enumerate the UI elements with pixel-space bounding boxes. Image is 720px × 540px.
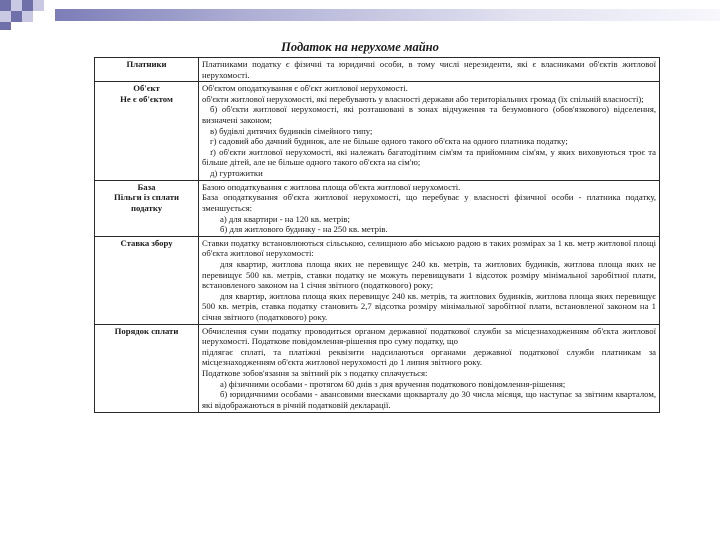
row-content-cell [199, 324, 660, 412]
content-line: підлягає сплаті, та платіжні реквізити надсилаються органами державної податкової служби платникам за місцезнаходженням об'єкта житлової нерухомості до 1 липня звітного року. [202, 346, 656, 368]
row-label: Платники [126, 59, 167, 69]
table-row [95, 58, 660, 82]
content-line: Базою оподаткування є житлова площа об'єкта житлової нерухомості. [202, 181, 461, 192]
content-line: г) садовий або дачний будинок, але не більше одного такого об'єкта на одного платника податку; [210, 136, 568, 147]
table-row [95, 82, 660, 180]
corner-square [0, 0, 11, 11]
content-line: ґ) об'єкти житлової нерухомості, які належать багатодітним сім'ям та прийомним сім'ям, у яких виховуються троє та більше дітей, але не більше одного такого об'єкта на сім'ю; [202, 146, 656, 168]
table-row [95, 324, 660, 412]
content-line: Обчислення суми податку проводиться органом державної податкової служби за місцезнаходженням об'єкта житлової нерухомості. Податкове повідомлення-рішення про суму податку, що [202, 325, 656, 347]
row-label-cell [95, 58, 199, 82]
row-label: Не є об'єктом [120, 93, 173, 104]
tax-table [94, 57, 660, 413]
content-line: б) об'єкти житлової нерухомості, які розташовані в зонах відчуження та безумовного (обов'язкового) відселення, визначені законом; [202, 104, 656, 126]
content-line: База оподаткування об'єкта житлової нерухомості, що перебуває у власності фізичної особи - платника податку, зменшується: [202, 192, 656, 213]
row-label: Об'єкт [133, 83, 160, 94]
row-content-cell [199, 58, 660, 82]
row-label: База [137, 181, 156, 192]
content-line: Платниками податку є фізичні та юридичні особи, в тому числі нерезиденти, які є власниками об'єктів житлової нерухомості. [202, 59, 656, 80]
corner-square [33, 0, 44, 11]
row-content-cell [199, 180, 660, 236]
content-line: Ставки податку встановлюються сільською, селищною або міською радою в таких розмірах за 1 кв. метр житлової площі об'єкта житлової нерухомості: [202, 237, 656, 259]
content-line: б) для житлового будинку - на 250 кв. метрів. [220, 224, 388, 235]
row-label: Порядок сплати [114, 325, 179, 336]
content-line: д) гуртожитки [210, 168, 263, 179]
row-label-cell [95, 236, 199, 324]
corner-square [22, 0, 33, 11]
content-line: для квартир, житлова площа яких не перевищує 240 кв. метрів, та житлових будинків, житлова площа яких не перевищує 500 кв. метрів, ставки податку не можуть перевищувати 1 відсоток розміру мінімальної заробітної плати, встановленого законом на 1 січня звітного (податкового) року; [202, 258, 656, 291]
row-label-cell [95, 324, 199, 412]
decorative-header [0, 0, 720, 30]
page-title: Податок на нерухоме майно [281, 40, 439, 54]
content-line: для квартир, житлова площа яких перевищує 240 кв. метрів, та житлових будинків, житлова площа яких перевищує 500 кв. метрів, ставка податку становить 2,7 відсотка розміру мінімальної заробітної плати, встановленої законом на 1 січня звітного (податкового) року. [202, 290, 656, 323]
row-label-cell [95, 180, 199, 236]
row-content-cell [199, 82, 660, 180]
table-row [95, 236, 660, 324]
content-line: а) фізичними особами - протягом 60 днів з дня вручення податкового повідомлення-рішення; [220, 378, 566, 389]
content-line: об'єкти житлової нерухомості, які перебувають у власності держави або територіальних громад (їх спільній власності); [202, 93, 644, 104]
content-line: б) юридичними особами - авансовими внесками щокварталу до 30 числа місяця, що наступає за звітним кварталом, які відображаються в річній податковій декларації. [202, 389, 656, 410]
content-line: а) для квартири - на 120 кв. метрів; [220, 213, 350, 224]
row-content-cell [199, 236, 660, 324]
header-gradient-band [55, 9, 720, 21]
content-line: Податкове зобов'язання за звітний рік з податку сплачується: [202, 368, 428, 379]
row-label-cell [95, 82, 199, 180]
corner-square [0, 11, 11, 22]
corner-square [0, 22, 11, 30]
corner-square [11, 11, 22, 22]
content-line: Об'єктом оподаткування є об'єкт житлової нерухомості. [202, 83, 408, 94]
corner-square [11, 0, 22, 11]
content-line: в) будівлі дитячих будинків сімейного типу; [210, 125, 373, 136]
table-row [95, 180, 660, 236]
row-label: Пільги із сплати податку [114, 192, 179, 213]
corner-square [22, 11, 33, 22]
row-label: Ставка збору [120, 237, 173, 248]
